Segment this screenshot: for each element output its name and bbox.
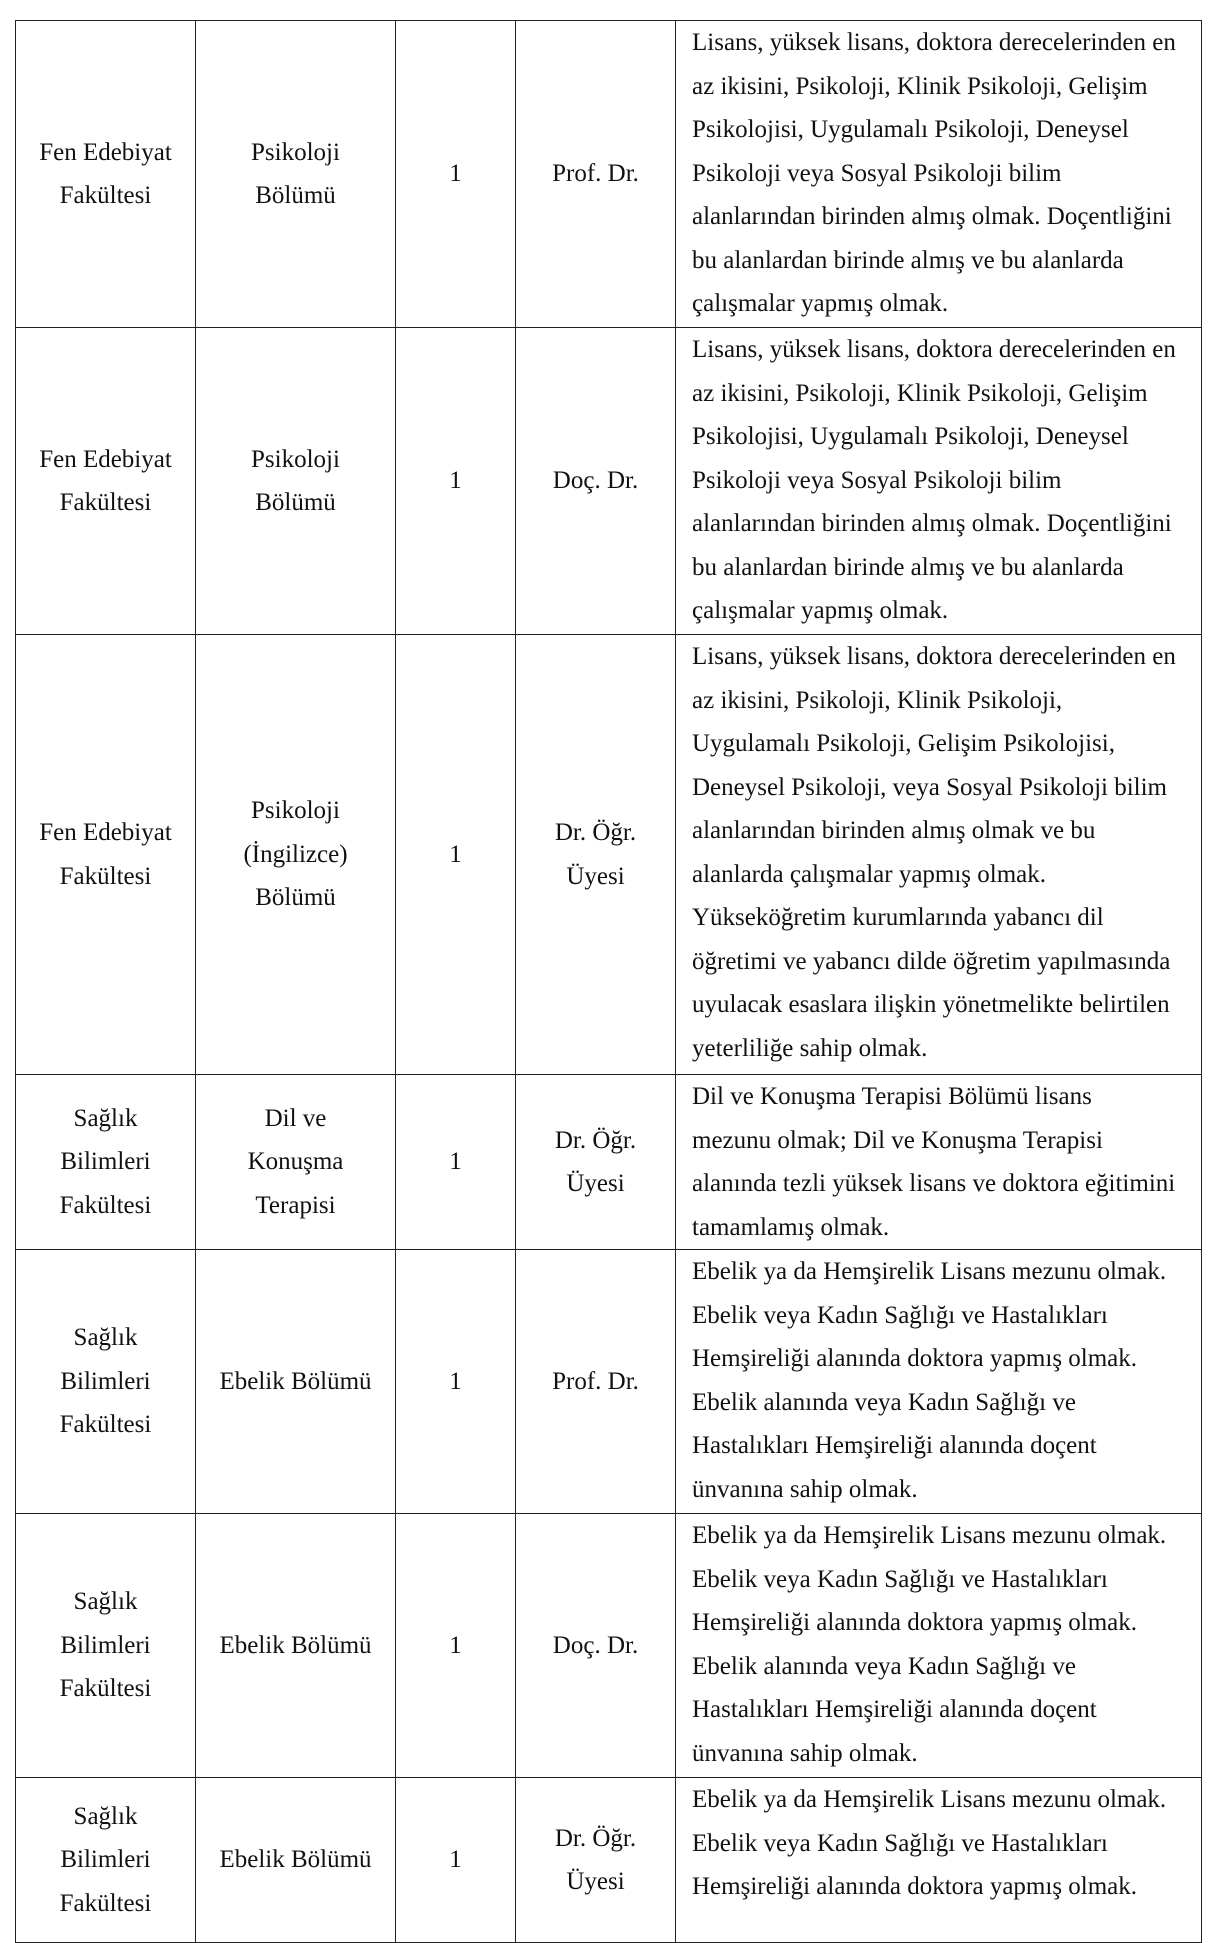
title-cell-line: Doç. Dr. xyxy=(552,467,639,495)
requirements-cell-line: Ebelik ya da Hemşirelik Lisans mezunu olmak. xyxy=(692,1786,1167,1813)
requirements-cell-line: az ikisini, Psikoloji, Klinik Psikoloji, xyxy=(692,686,1063,714)
faculty-cell-line: Fakültesi xyxy=(59,1191,152,1219)
faculty-cell-line: Bilimleri xyxy=(60,1846,151,1874)
requirements-cell-line: Psikoloji veya Sosyal Psikoloji bilim xyxy=(692,159,1062,187)
requirements-cell-line: Hemşireliği alanında doktora yapmış olmak. xyxy=(692,1609,1138,1636)
table-row xyxy=(16,1514,1202,1778)
count-cell-line: 1 xyxy=(449,1846,462,1874)
count-cell xyxy=(396,635,516,1075)
department-cell-line: Ebelik Bölümü xyxy=(219,1367,372,1395)
requirements-cell-line: Lisans, yüksek lisans, doktora derecelerinden en xyxy=(692,29,1176,56)
requirements-cell-line: yeterliliğe sahip olmak. xyxy=(692,1034,928,1062)
requirements-cell-line: çalışmalar yapmış olmak. xyxy=(692,597,949,624)
department-cell-line: Psikoloji xyxy=(251,138,340,166)
requirements-cell-line: çalışmalar yapmış olmak. xyxy=(692,290,949,317)
department-cell-line: (İngilizce) xyxy=(243,840,348,868)
requirements-cell-line: tamamlamış olmak. xyxy=(692,1213,890,1241)
title-cell-line: Prof. Dr. xyxy=(552,1367,639,1395)
count-cell-line: 1 xyxy=(449,1148,462,1176)
requirements-cell-line: Psikoloji veya Sosyal Psikoloji bilim xyxy=(692,466,1062,494)
title-cell xyxy=(516,1075,676,1250)
requirements-cell-line: bu alanlardan birinde almış ve bu alanlarda xyxy=(692,246,1124,274)
faculty-cell-line: Fakültesi xyxy=(59,1411,152,1439)
faculty-cell-line: Sağlık xyxy=(73,1104,138,1132)
requirements-cell-line: Hastalıkları Hemşireliği alanında doçent xyxy=(692,1696,1097,1723)
requirements-cell-line: alanlarından birinden almış olmak. Doçentliğini xyxy=(692,510,1172,537)
faculty-cell-line: Fakültesi xyxy=(59,1889,152,1917)
faculty-cell xyxy=(16,1075,196,1250)
department-cell xyxy=(196,1075,396,1250)
requirements-cell-line: alanında tezli yüksek lisans ve doktora eğitimini xyxy=(692,1170,1176,1197)
requirements-cell xyxy=(676,21,1202,328)
requirements-cell xyxy=(676,1514,1202,1778)
requirements-cell-line: Lisans, yüksek lisans, doktora derecelerinden en xyxy=(692,643,1176,670)
requirements-cell-line: az ikisini, Psikoloji, Klinik Psikoloji, Gelişim xyxy=(692,379,1148,407)
requirements-cell-line: Hemşireliği alanında doktora yapmış olmak. xyxy=(692,1873,1138,1900)
department-cell-line: Ebelik Bölümü xyxy=(219,1631,372,1659)
count-cell xyxy=(396,328,516,635)
department-cell xyxy=(196,635,396,1075)
faculty-cell xyxy=(16,635,196,1075)
department-cell-line: Psikoloji xyxy=(251,797,340,825)
title-cell-line: Dr. Öğr. xyxy=(554,1824,637,1852)
requirements-cell-line: Ebelik veya Kadın Sağlığı ve Hastalıkları xyxy=(692,1829,1108,1857)
requirements-cell-line: Uygulamalı Psikoloji, Gelişim Psikolojisi, xyxy=(692,730,1115,757)
count-cell-line: 1 xyxy=(449,840,462,868)
faculty-cell xyxy=(16,1250,196,1514)
table-row xyxy=(16,1250,1202,1514)
requirements-cell-line: Ebelik veya Kadın Sağlığı ve Hastalıkları xyxy=(692,1301,1108,1329)
department-cell-line: Ebelik Bölümü xyxy=(219,1846,372,1874)
title-cell-line: Doç. Dr. xyxy=(552,1631,639,1659)
requirements-cell xyxy=(676,1250,1202,1514)
title-cell-line: Üyesi xyxy=(566,1868,625,1895)
requirements-cell-line: Dil ve Konuşma Terapisi Bölümü lisans xyxy=(692,1083,1092,1110)
requirements-cell-line: mezunu olmak; Dil ve Konuşma Terapisi xyxy=(692,1126,1103,1154)
requirements-cell-line: uyulacak esaslara ilişkin yönetmelikte belirtilen xyxy=(692,991,1170,1018)
title-cell xyxy=(516,1514,676,1778)
table-row xyxy=(16,635,1202,1075)
requirements-cell xyxy=(676,1778,1202,1943)
title-cell-line: Prof. Dr. xyxy=(552,160,639,188)
department-cell xyxy=(196,1514,396,1778)
faculty-cell-line: Fakültesi xyxy=(59,862,152,890)
faculty-cell-line: Fakültesi xyxy=(59,182,152,209)
position-table-body xyxy=(16,21,1202,1943)
title-cell-line: Üyesi xyxy=(566,862,625,890)
requirements-cell-line: Ebelik ya da Hemşirelik Lisans mezunu olmak. xyxy=(692,1522,1167,1549)
title-cell-line: Dr. Öğr. xyxy=(554,1126,637,1154)
count-cell xyxy=(396,1514,516,1778)
faculty-cell-line: Bilimleri xyxy=(60,1367,151,1395)
faculty-cell xyxy=(16,1778,196,1943)
requirements-cell-line: Psikolojisi, Uygulamalı Psikoloji, Deneysel xyxy=(692,116,1129,143)
faculty-cell-line: Fen Edebiyat xyxy=(39,819,172,846)
requirements-cell xyxy=(676,328,1202,635)
faculty-cell-line: Fen Edebiyat xyxy=(39,445,172,473)
requirements-cell-line: Ebelik alanında veya Kadın Sağlığı ve xyxy=(692,1388,1076,1416)
requirements-cell-line: Hemşireliği alanında doktora yapmış olmak. xyxy=(692,1345,1138,1372)
requirements-cell-line: Ebelik veya Kadın Sağlığı ve Hastalıkları xyxy=(692,1565,1108,1593)
table-row xyxy=(16,328,1202,635)
requirements-cell-line: Ebelik alanında veya Kadın Sağlığı ve xyxy=(692,1652,1076,1680)
faculty-cell xyxy=(16,1514,196,1778)
faculty-cell xyxy=(16,328,196,635)
faculty-cell-line: Bilimleri xyxy=(60,1631,151,1659)
faculty-cell-line: Bilimleri xyxy=(60,1148,151,1176)
table-row xyxy=(16,1778,1202,1943)
count-cell-line: 1 xyxy=(449,1367,462,1395)
department-cell xyxy=(196,21,396,328)
department-cell xyxy=(196,328,396,635)
requirements-cell-line: alanlarda çalışmalar yapmış olmak. xyxy=(692,860,1047,888)
requirements-cell-line: bu alanlardan birinde almış ve bu alanlarda xyxy=(692,553,1124,581)
requirements-cell-line: alanlarından birinden almış olmak ve bu xyxy=(692,817,1096,844)
department-cell-line: Bölümü xyxy=(255,884,336,912)
requirements-cell-line: Ebelik ya da Hemşirelik Lisans mezunu olmak. xyxy=(692,1258,1167,1285)
title-cell xyxy=(516,21,676,328)
requirements-cell-line: alanlarından birinden almış olmak. Doçentliğini xyxy=(692,203,1172,230)
count-cell-line: 1 xyxy=(449,467,462,495)
requirements-cell-line: öğretimi ve yabancı dilde öğretim yapılmasında xyxy=(692,947,1171,975)
requirements-cell-line: Deneysel Psikoloji, veya Sosyal Psikoloji bilim xyxy=(692,773,1167,801)
faculty-cell-line: Fen Edebiyat xyxy=(39,138,172,166)
count-cell xyxy=(396,21,516,328)
department-cell-line: Terapisi xyxy=(255,1191,336,1219)
table-row xyxy=(16,21,1202,328)
table-row xyxy=(16,1075,1202,1250)
department-cell-line: Bölümü xyxy=(255,182,336,209)
requirements-cell xyxy=(676,1075,1202,1250)
requirements-cell-line: ünvanına sahip olmak. xyxy=(692,1475,918,1503)
requirements-cell-line: Yükseköğretim kurumlarında yabancı dil xyxy=(692,904,1104,931)
requirements-cell-line: ünvanına sahip olmak. xyxy=(692,1739,918,1767)
count-cell-line: 1 xyxy=(449,160,462,188)
department-cell xyxy=(196,1250,396,1514)
department-cell-line: Bölümü xyxy=(255,489,336,516)
faculty-cell-line: Sağlık xyxy=(73,1324,138,1352)
title-cell-line: Üyesi xyxy=(566,1170,625,1197)
count-cell xyxy=(396,1075,516,1250)
department-cell-line: Konuşma xyxy=(247,1148,344,1176)
title-cell xyxy=(516,1778,676,1943)
faculty-cell-line: Fakültesi xyxy=(59,1675,152,1703)
title-cell-line: Dr. Öğr. xyxy=(554,819,637,846)
department-cell xyxy=(196,1778,396,1943)
title-cell xyxy=(516,328,676,635)
requirements-cell xyxy=(676,635,1202,1075)
count-cell-line: 1 xyxy=(449,1631,462,1659)
title-cell xyxy=(516,1250,676,1514)
requirements-cell-line: Psikolojisi, Uygulamalı Psikoloji, Deneysel xyxy=(692,423,1129,450)
faculty-cell-line: Sağlık xyxy=(73,1588,138,1616)
faculty-cell xyxy=(16,21,196,328)
requirements-cell-line: Lisans, yüksek lisans, doktora derecelerinden en xyxy=(692,336,1176,363)
department-cell-line: Psikoloji xyxy=(251,445,340,473)
count-cell xyxy=(396,1778,516,1943)
faculty-cell-line: Sağlık xyxy=(73,1802,138,1830)
position-table xyxy=(15,20,1202,1943)
count-cell xyxy=(396,1250,516,1514)
faculty-cell-line: Fakültesi xyxy=(59,489,152,516)
requirements-cell-line: Hastalıkları Hemşireliği alanında doçent xyxy=(692,1432,1097,1459)
department-cell-line: Dil ve xyxy=(264,1104,327,1132)
requirements-cell-line: az ikisini, Psikoloji, Klinik Psikoloji, Gelişim xyxy=(692,72,1148,100)
title-cell xyxy=(516,635,676,1075)
